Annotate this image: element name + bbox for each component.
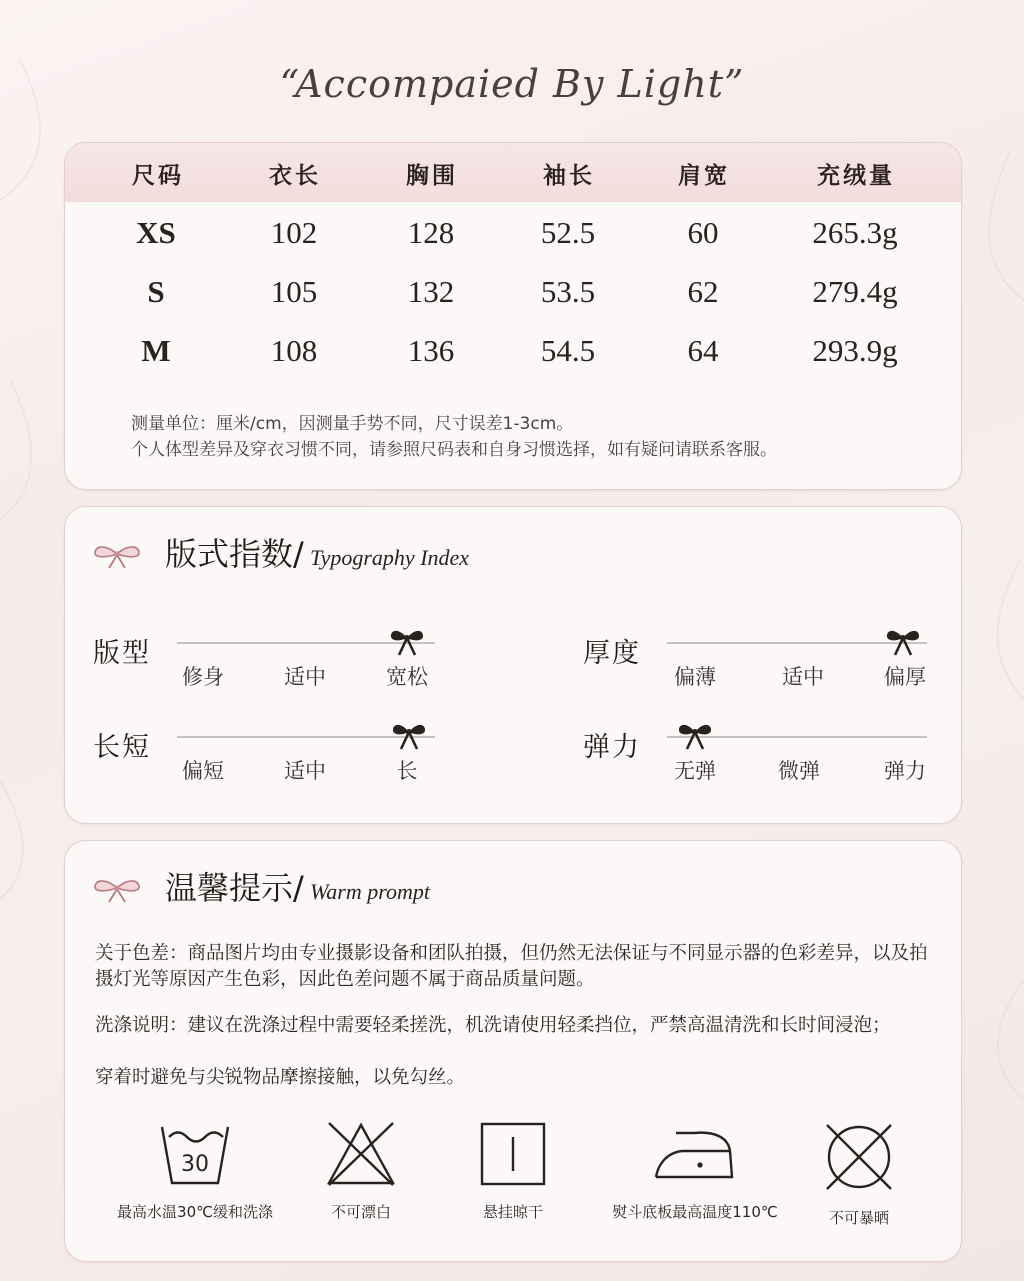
table-cell: 132 (407, 274, 455, 309)
table-cell: XS (136, 215, 176, 250)
col-header-shoulder: 肩宽 (678, 163, 730, 189)
table-cell: 54.5 (540, 333, 596, 368)
col-header-sleeve: 袖长 (543, 163, 595, 189)
table-cell: 108 (270, 333, 318, 368)
col-header-length: 衣长 (269, 163, 321, 189)
care-label: 不可漂白 (330, 1203, 391, 1221)
pink-bow-icon (93, 877, 141, 903)
size-chart-card (64, 142, 962, 490)
no-tumble-dry-icon (823, 1121, 895, 1193)
metric-fit-tick: 修身 (182, 665, 224, 689)
color-difference-note: 关于色差：商品图片均由专业摄影设备和团队拍摄，但仍然无法保证与不同显示器的色彩差异，以及拍摄灯光等原因产生色彩，因此色差问题不属于商品质量问题。 (95, 943, 928, 990)
page-title: “Accompaied By Light” (279, 62, 745, 106)
table-row (65, 207, 961, 265)
metric-elasticity-tick: 弹力 (884, 759, 926, 783)
table-cell: 60 (687, 215, 719, 250)
table-cell: 62 (687, 274, 719, 309)
metric-length-tick: 偏短 (182, 759, 224, 783)
table-row (65, 325, 961, 383)
table-row (65, 266, 961, 324)
iron-110-icon (652, 1121, 738, 1187)
section-title: 版式指数/ (165, 535, 304, 573)
metric-elasticity-tick: 无弹 (674, 759, 716, 783)
care-no-tumble-dry (759, 1121, 959, 1228)
table-cell: M (141, 333, 171, 368)
metric-thickness-tick: 适中 (782, 665, 824, 689)
table-cell: 279.4g (812, 274, 898, 309)
care-label: 熨斗底板最高温度110℃ (612, 1203, 778, 1221)
warm-prompt-card (64, 840, 962, 1262)
metric-length-tick: 适中 (284, 759, 326, 783)
section-subtitle: Typography Index (310, 545, 470, 570)
metric-fit-label: 版型 (93, 638, 151, 669)
metric-fit-tick: 适中 (284, 665, 326, 689)
table-cell: 53.5 (540, 274, 596, 309)
table-cell: S (147, 274, 165, 309)
care-label: 不可暴晒 (828, 1209, 889, 1227)
wash-30-icon (159, 1121, 231, 1187)
col-header-size: 尺码 (132, 163, 184, 189)
table-cell: 105 (270, 274, 318, 309)
hang-dry-icon (477, 1121, 549, 1187)
black-bow-icon (391, 721, 427, 751)
pink-bow-icon (93, 543, 141, 569)
col-header-down-fill: 充绒量 (817, 163, 895, 189)
metric-thickness-tick: 偏薄 (674, 665, 716, 689)
size-table-header (65, 143, 961, 202)
table-cell: 265.3g (812, 215, 898, 250)
table-cell: 293.9g (812, 333, 898, 368)
black-bow-icon (389, 627, 425, 657)
metric-length-tick: 长 (396, 759, 418, 783)
fit-advice-note: 个人体型差异及穿衣习惯不同，请参照尺码表和自身习惯选择，如有疑问请联系客服。 (131, 440, 777, 460)
care-hang-dry (413, 1121, 613, 1222)
metric-elasticity-tick: 微弹 (778, 759, 820, 783)
washing-instructions: 洗涤说明：建议在洗涤过程中需要轻柔搓洗，机洗请使用轻柔挡位，严禁高温清洗和长时间浸泡； (95, 1015, 891, 1036)
section-subtitle: Warm prompt (310, 879, 431, 904)
no-bleach-icon (325, 1121, 397, 1187)
table-cell: 128 (407, 215, 455, 250)
black-bow-icon (885, 627, 921, 657)
care-label: 最高水温30℃缓和洗涤 (117, 1203, 273, 1221)
col-header-chest: 胸围 (406, 163, 458, 189)
metric-thickness-label: 厚度 (583, 638, 641, 669)
metric-length-label: 长短 (93, 732, 151, 763)
wearing-caution: 穿着时避免与尖锐物品摩擦接触，以免勾丝。 (95, 1067, 466, 1088)
typography-index-card (64, 506, 962, 824)
metric-thickness-tick: 偏厚 (884, 665, 926, 689)
wash-temp-text: 30 (181, 1152, 209, 1177)
measurement-note: 测量单位：厘米/cm，因测量手势不同，尺寸误差1-3cm。 (131, 414, 574, 434)
table-cell: 102 (270, 215, 318, 250)
care-label: 悬挂晾干 (482, 1203, 543, 1221)
metric-elasticity-label: 弹力 (583, 732, 641, 763)
table-cell: 52.5 (540, 215, 596, 250)
table-cell: 64 (687, 333, 719, 368)
metric-fit-tick: 宽松 (386, 665, 428, 689)
black-bow-icon (677, 721, 713, 751)
table-cell: 136 (407, 333, 455, 368)
section-title: 温馨提示/ (165, 869, 304, 907)
